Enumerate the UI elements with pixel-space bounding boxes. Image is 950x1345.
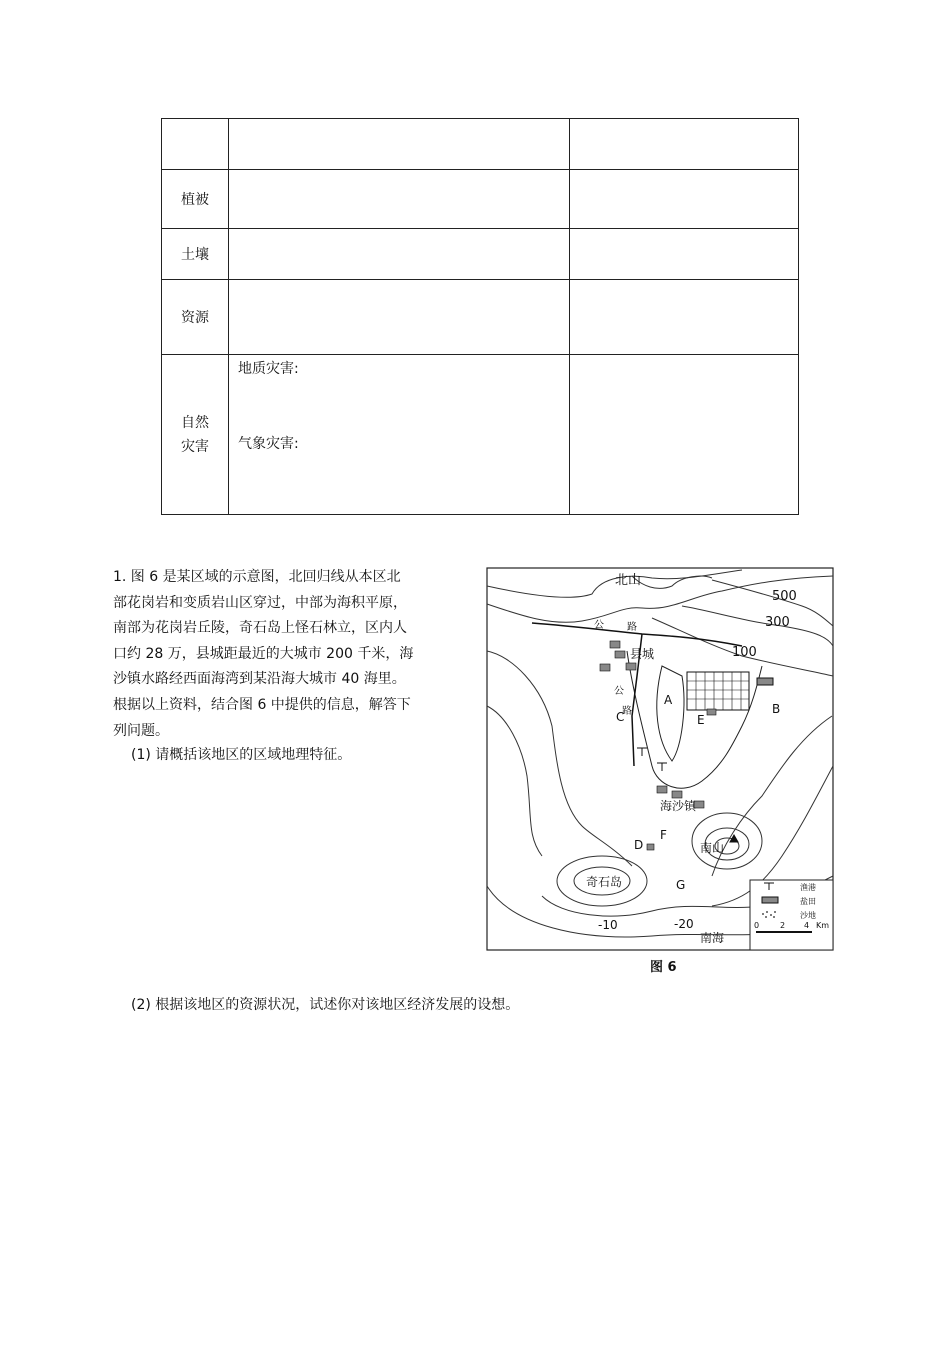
label-road: 路: [627, 622, 637, 633]
legend-fishing-port: 渔港: [800, 883, 816, 892]
question-line: 沙镇水路经西面海湾到某沿海大城市 40 海里。: [113, 671, 406, 688]
label-road: 路: [622, 706, 632, 717]
label-south-mountain: 南山: [700, 841, 725, 855]
label-north-mountain: 北山: [615, 573, 642, 588]
building-block: [707, 709, 716, 715]
figure-caption: 图 6: [650, 960, 677, 975]
label-road: 公: [594, 620, 604, 631]
hazard-label-line1: 自然: [181, 414, 209, 431]
label-G: G: [676, 878, 686, 892]
label-road: 公: [614, 686, 624, 697]
question-line: 1. 图 6 是某区域的示意图，北回归线从本区北: [113, 569, 401, 585]
scale-label-0: 0: [754, 921, 760, 930]
answer-cell[interactable]: [229, 170, 570, 229]
sub-question-1: (1) 请概括该地区的区域地理特征。: [131, 747, 352, 763]
answer-cell[interactable]: [570, 280, 799, 355]
label-haisha-town: 海沙镇: [660, 799, 697, 813]
salt-field-legend-icon: [762, 897, 778, 903]
hazard-label-line2: 灾害: [181, 438, 209, 455]
salt-field-small: [757, 678, 773, 685]
table-row: [162, 119, 799, 170]
region-feature-table: [161, 118, 799, 515]
label-south-sea: 南海: [700, 931, 725, 945]
table-row: [162, 229, 799, 280]
label-contour-100: 100: [732, 645, 757, 660]
scale-label-4: 4: [804, 921, 810, 930]
answer-cell[interactable]: [570, 229, 799, 280]
county-town-block: [626, 663, 636, 670]
row-label-natural-hazards: [162, 355, 229, 515]
scale-unit: Km: [816, 921, 830, 930]
legend-sand: 沙地: [800, 911, 816, 920]
label-A: A: [664, 693, 673, 707]
table-row: [162, 280, 799, 355]
answer-cell[interactable]: [229, 229, 570, 280]
answer-cell[interactable]: [229, 119, 570, 170]
label-contour-500: 500: [772, 589, 797, 604]
label-F: F: [660, 828, 667, 842]
hazard-answer-cell[interactable]: [229, 355, 570, 515]
table-row: [162, 355, 799, 515]
row-label-vegetation: 植被: [162, 170, 229, 229]
haisha-town-block: [657, 786, 667, 793]
answer-cell[interactable]: [570, 355, 799, 515]
haisha-town-block: [672, 791, 682, 798]
legend-salt-field: 盐田: [800, 897, 816, 906]
row-label-soil: 土壤: [162, 229, 229, 280]
question-line: 口约 28 万，县城距最近的大城市 200 千米，海: [113, 645, 414, 662]
scale-label-2: 2: [780, 921, 786, 930]
label-depth-10: -10: [598, 918, 618, 932]
question-1-text: [113, 565, 463, 744]
question-line: 根据以上资料，结合图 6 中提供的信息，解答下: [113, 696, 411, 713]
label-qishi-island: 奇石岛: [586, 875, 623, 889]
region-map-figure: [482, 566, 846, 976]
label-county-town: 县城: [630, 647, 655, 661]
label-contour-300: 300: [765, 615, 790, 630]
label-B: B: [772, 702, 781, 716]
county-town-block: [610, 641, 620, 648]
question-line: 列问题。: [113, 722, 169, 739]
row-label-resources: 资源: [162, 280, 229, 355]
building-block: [647, 844, 654, 850]
meteorological-hazard-label: 气象灾害:: [238, 436, 299, 452]
label-C: C: [616, 710, 625, 724]
label-E: E: [697, 713, 705, 727]
question-line: 部花岗岩和变质岩山区穿过，中部为海积平原，: [113, 594, 407, 611]
answer-cell[interactable]: [570, 170, 799, 229]
question-line: 南部为花岗岩丘陵，奇石岛上怪石林立，区内人: [113, 620, 407, 637]
answer-cell[interactable]: [570, 119, 799, 170]
county-town-block: [615, 651, 625, 658]
label-depth-20: -20: [674, 917, 694, 931]
table-row: [162, 170, 799, 229]
map-legend: [750, 880, 833, 950]
geological-hazard-label: 地质灾害:: [238, 361, 299, 377]
sub-question-2: (2) 根据该地区的资源状况，试述你对该地区经济发展的设想。: [131, 997, 520, 1013]
region-map: [482, 566, 846, 956]
county-town-block: [600, 664, 610, 671]
label-D: D: [634, 838, 644, 852]
row-label: [162, 119, 229, 170]
answer-cell[interactable]: [229, 280, 570, 355]
